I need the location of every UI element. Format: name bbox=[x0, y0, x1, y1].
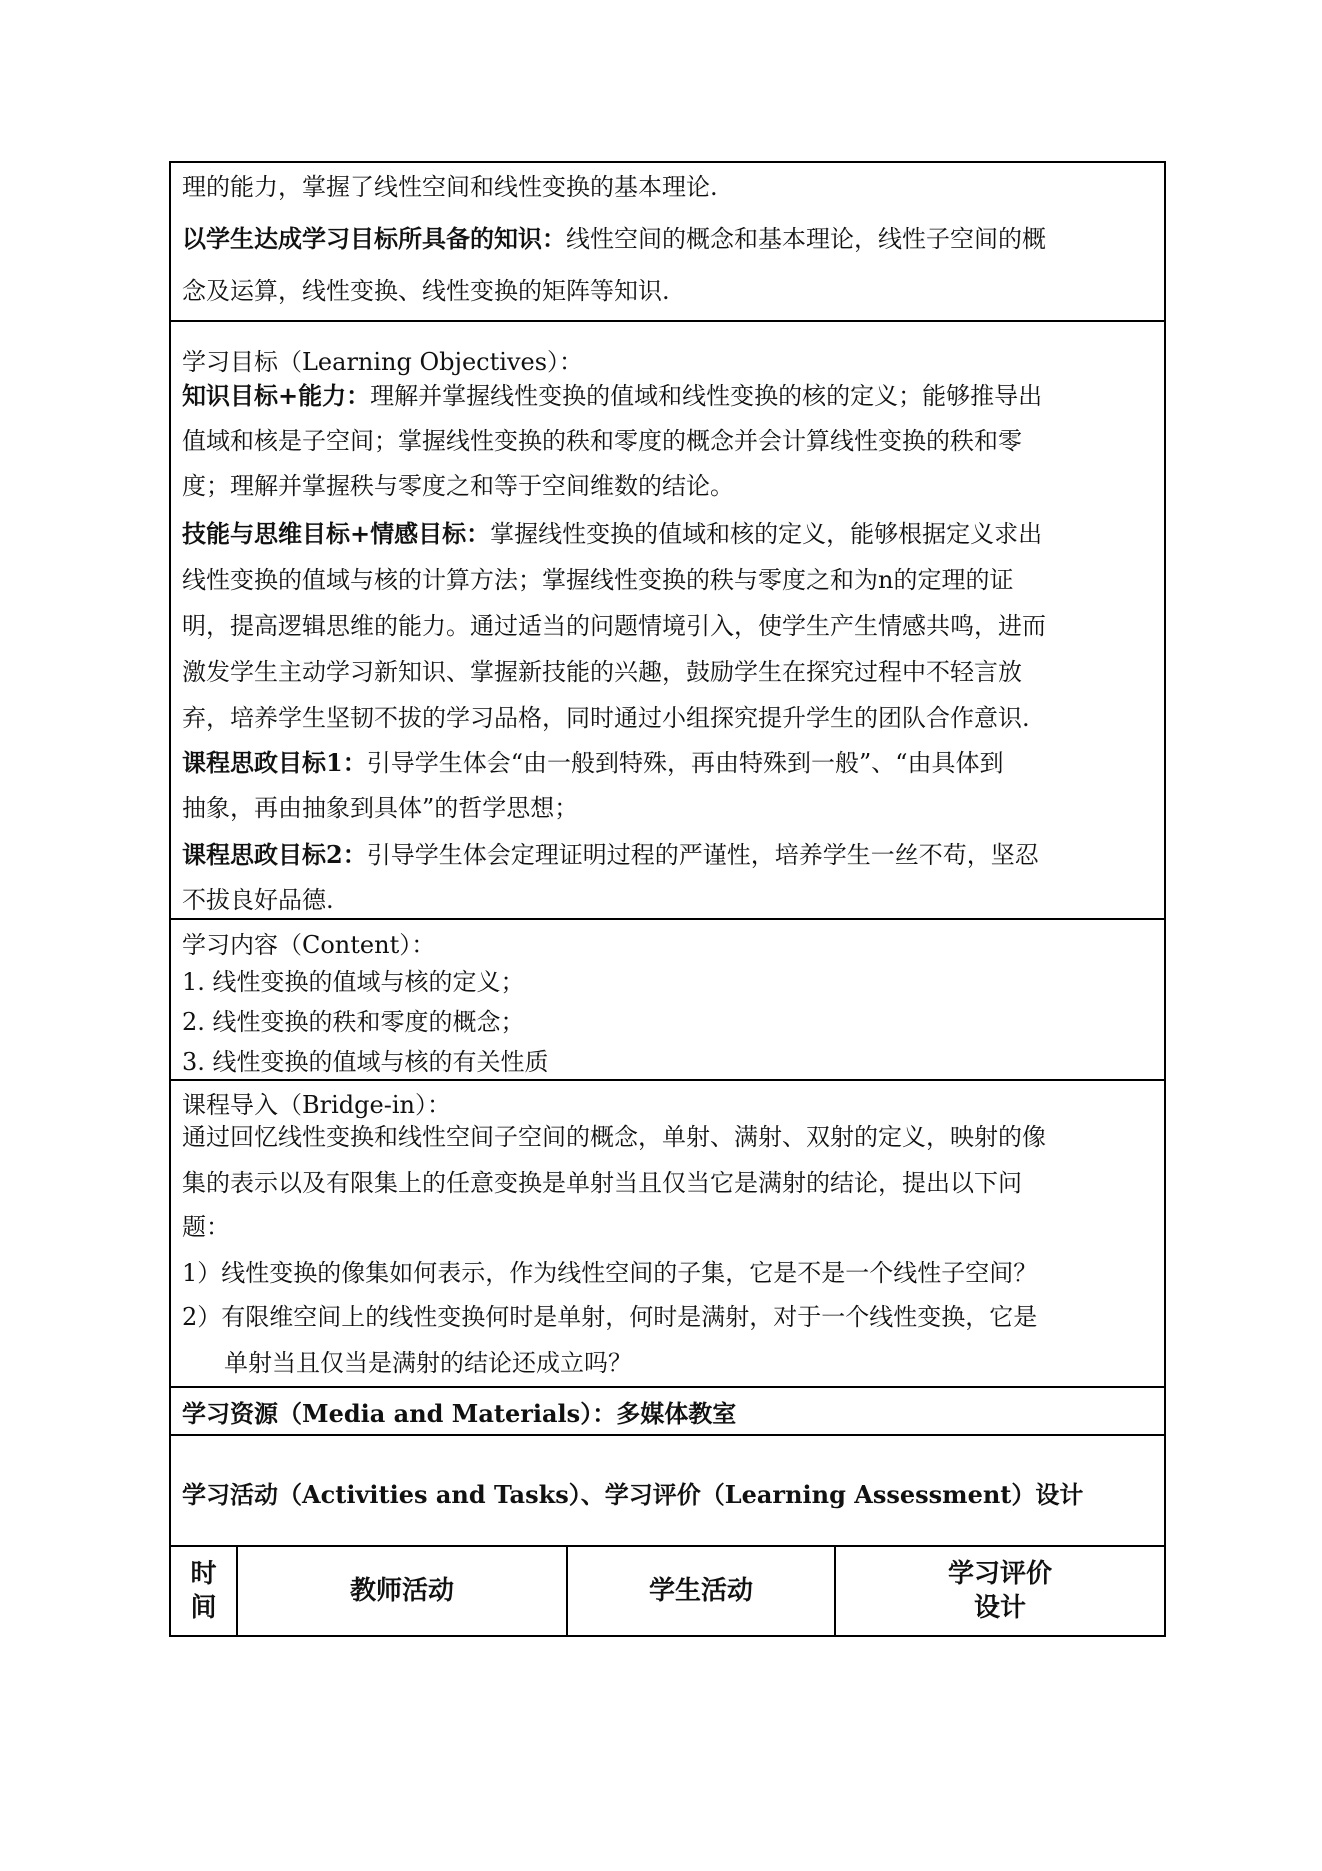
media-text: 学习资源（Media and Materials）：多媒体教室 bbox=[182, 1399, 737, 1428]
activities-section bbox=[171, 1436, 1164, 1547]
learning-objectives-section bbox=[171, 322, 1164, 920]
content-item-3: 3. 线性变换的值域与核的有关性质 bbox=[182, 1048, 549, 1076]
prior-knowledge-line-1 bbox=[182, 219, 1154, 254]
skill-objective-line-4: 激发学生主动学习新知识、掌握新技能的兴趣，鼓励学生在探究过程中不轻言放 bbox=[182, 658, 1022, 686]
bridge-in-section bbox=[171, 1081, 1164, 1388]
content-heading: 学习内容（Content）： bbox=[182, 931, 436, 959]
ideology-objective-1-label: 课程思政目标1： bbox=[182, 748, 367, 777]
activities-heading: 学习活动（Activities and Tasks）、学习评价（Learning Assessment）设计 bbox=[182, 1480, 1084, 1509]
knowledge-objective-line-2: 值域和核是子空间；掌握线性变换的秩和零度的概念并会计算线性变换的秩和零 bbox=[182, 427, 1022, 455]
bridge-question-2-line-1: 2）有限维空间上的线性变换何时是单射，何时是满射，对于一个线性变换，它是 bbox=[182, 1303, 1038, 1331]
column-assessment-design: 学习评价 设计 bbox=[947, 1559, 1052, 1623]
prior-knowledge-label: 以学生达成学习目标所具备的知识： bbox=[182, 224, 566, 253]
skill-objective-label: 技能与思维目标+情感目标： bbox=[182, 519, 491, 548]
lesson-plan-table bbox=[169, 161, 1166, 1637]
bridge-line-2: 集的表示以及有限集上的任意变换是单射当且仅当它是满射的结论，提出以下问 bbox=[182, 1169, 1022, 1197]
bridge-question-2-line-2: 单射当且仅当是满射的结论还成立吗？ bbox=[224, 1349, 632, 1377]
bridge-question-1: 1）线性变换的像集如何表示，作为线性空间的子集，它是不是一个线性子空间？ bbox=[182, 1259, 1038, 1287]
ideology-objective-2-line-1: 课程思政目标2：引导学生体会定理证明过程的严谨性，培养学生一丝不苟，坚忍 bbox=[182, 840, 1039, 869]
media-section bbox=[171, 1388, 1164, 1436]
skill-objective-line-3: 明，提高逻辑思维的能力。通过适当的问题情境引入，使学生产生情感共鸣，进而 bbox=[182, 612, 1046, 640]
bridge-heading: 课程导入（Bridge-in）： bbox=[182, 1091, 451, 1119]
column-time: 时 间 bbox=[171, 1547, 238, 1635]
column-student-activity: 学生活动 bbox=[568, 1547, 836, 1635]
knowledge-objective-line-1: 知识目标+能力：理解并掌握线性变换的值域和线性变换的核的定义；能够推导出 bbox=[182, 381, 1043, 410]
bridge-line-1: 通过回忆线性变换和线性空间子空间的概念，单射、满射、双射的定义，映射的像 bbox=[182, 1123, 1046, 1151]
bridge-line-3: 题： bbox=[182, 1213, 230, 1241]
prior-knowledge-text: 线性空间的概念和基本理论，线性子空间的概 bbox=[566, 225, 1046, 253]
skill-objective-line-5: 弃，培养学生坚韧不拔的学习品格，同时通过小组探究提升学生的团队合作意识. bbox=[182, 704, 1030, 732]
column-teacher-activity: 教师活动 bbox=[238, 1547, 568, 1635]
ideology-objective-1-line-1: 课程思政目标1：引导学生体会“由一般到特殊，再由特殊到一般”、“由具体到 bbox=[182, 748, 1004, 777]
ability-summary-line: 理的能力，掌握了线性空间和线性变换的基本理论. bbox=[182, 173, 718, 201]
activity-table-header bbox=[171, 1547, 1164, 1635]
ideology-objective-2-line-2: 不拔良好品德. bbox=[182, 886, 334, 914]
objectives-heading: 学习目标（Learning Objectives）： bbox=[182, 348, 584, 376]
ideology-objective-2-label: 课程思政目标2： bbox=[182, 840, 367, 869]
content-item-1: 1. 线性变换的值域与核的定义； bbox=[182, 968, 525, 996]
ideology-objective-1-line-2: 抽象，再由抽象到具体”的哲学思想； bbox=[182, 794, 579, 822]
knowledge-objective-label: 知识目标+能力： bbox=[182, 381, 371, 410]
prior-knowledge-section bbox=[171, 163, 1164, 322]
skill-objective-line-2: 线性变换的值域与核的计算方法；掌握线性变换的秩与零度之和为n的定理的证 bbox=[182, 566, 1014, 594]
skill-objective-line-1: 技能与思维目标+情感目标：掌握线性变换的值域和核的定义，能够根据定义求出 bbox=[182, 519, 1043, 548]
content-item-2: 2. 线性变换的秩和零度的概念； bbox=[182, 1008, 525, 1036]
learning-content-section bbox=[171, 920, 1164, 1081]
knowledge-objective-line-3: 度；理解并掌握秩与零度之和等于空间维数的结论。 bbox=[182, 472, 734, 500]
prior-knowledge-line-2: 念及运算，线性变换、线性变换的矩阵等知识. bbox=[182, 277, 670, 305]
